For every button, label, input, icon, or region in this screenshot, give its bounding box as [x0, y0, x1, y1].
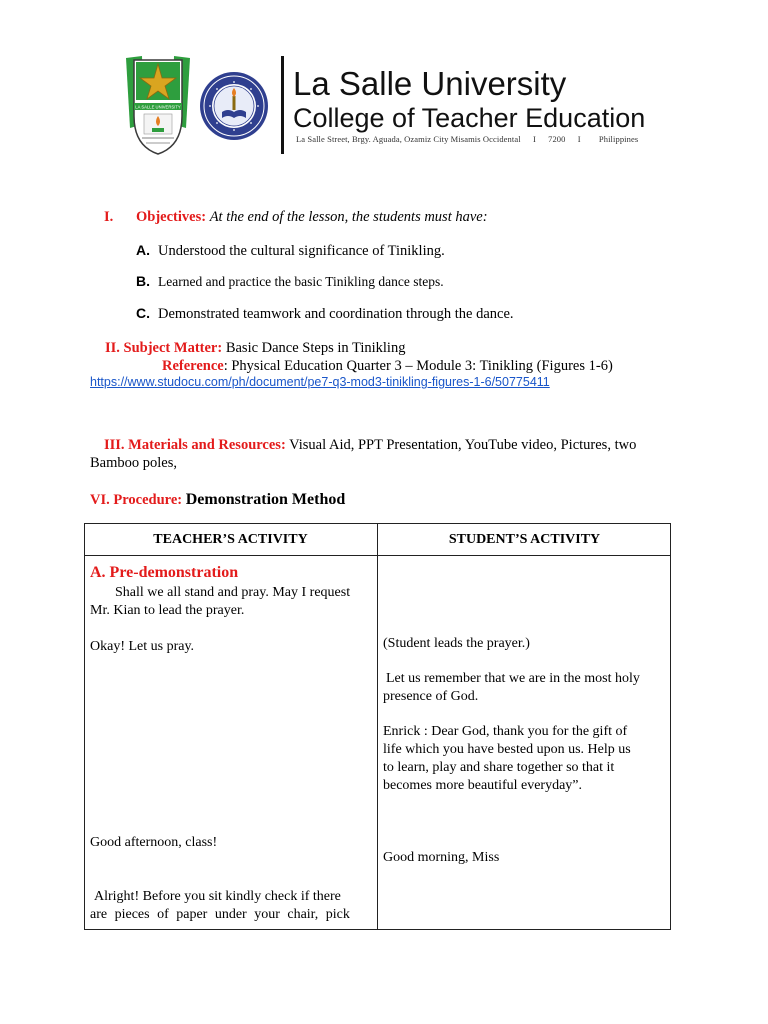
student-text: life which you have bested upon us. Help us	[383, 742, 631, 757]
objective-item	[136, 241, 445, 260]
procedure-label: VI. Procedure:	[90, 492, 183, 508]
address-line	[296, 134, 638, 144]
objective-text: Understood the cultural significance of Tinikling.	[158, 243, 445, 259]
materials-value: Visual Aid, PPT Presentation, YouTube video, Pictures, two	[289, 437, 637, 453]
student-text: (Student leads the prayer.)	[383, 636, 530, 651]
table-column-divider	[377, 523, 378, 930]
objectives-heading	[136, 208, 488, 226]
objectives-label: Objectives:	[136, 209, 207, 225]
address-separator: I	[532, 134, 536, 144]
materials-line	[104, 436, 636, 454]
table-header-divider	[84, 555, 671, 556]
college-name: College of Teacher Education	[293, 103, 646, 133]
teacher-text: Alright! Before you sit kindly check if there	[94, 889, 341, 904]
svg-text:LA SALLE UNIVERSITY: LA SALLE UNIVERSITY	[135, 104, 181, 110]
student-text: Let us remember that we are in the most holy	[386, 671, 640, 686]
procedure-value: Demonstration Method	[185, 491, 346, 508]
address-country: Philippines	[598, 134, 639, 144]
student-activity-header: STUDENT’S ACTIVITY	[448, 532, 601, 547]
student-text: to learn, play and share together so that it	[383, 760, 615, 775]
teacher-text: Shall we all stand and pray. May I request	[115, 585, 351, 600]
college-seal-logo	[198, 66, 270, 146]
materials-label: III. Materials and Resources:	[104, 437, 286, 453]
objectives-numeral: I.	[104, 209, 114, 225]
student-text: presence of God.	[383, 689, 479, 704]
objective-letter: C.	[136, 305, 150, 321]
teacher-text: Mr. Kian to lead the prayer.	[90, 603, 245, 618]
objective-item	[136, 272, 444, 291]
teacher-text: are pieces of paper under your chair, pick	[90, 907, 350, 922]
objective-item	[136, 304, 514, 323]
subject-matter-line	[105, 339, 405, 357]
reference-link[interactable]: https://www.studocu.com/ph/document/pe7-q3-mod3-tinikling-figures-1-6/50775411	[90, 375, 550, 389]
objective-text: Learned and practice the basic Tinikling dance steps.	[158, 274, 444, 289]
teacher-activity-header: TEACHER’S ACTIVITY	[153, 532, 308, 547]
subject-matter-label: II. Subject Matter:	[105, 340, 223, 356]
address-separator: I	[577, 134, 581, 144]
header-divider	[281, 56, 284, 154]
subject-matter-value: Basic Dance Steps in Tinikling	[225, 340, 406, 356]
student-text: Enrick : Dear God, thank you for the gift of	[383, 724, 628, 739]
objectives-intro: At the end of the lesson, the students must have:	[209, 209, 488, 225]
student-text: becomes more beautiful everyday”.	[383, 778, 583, 793]
reference-label: Reference	[162, 358, 224, 374]
student-text: Good morning, Miss	[383, 850, 500, 865]
teacher-text: Okay! Let us pray.	[90, 639, 195, 654]
address-street: La Salle Street, Brgy. Aguada, Ozamiz City Misamis Occidental	[296, 134, 521, 144]
university-name: La Salle University	[293, 65, 567, 102]
materials-line-continued: Bamboo poles,	[90, 455, 177, 471]
address-zip: 7200	[548, 134, 566, 144]
university-shield-logo	[124, 54, 192, 156]
objective-letter: A.	[136, 242, 150, 258]
teacher-text: Good afternoon, class!	[90, 835, 218, 850]
section-title: A. Pre-demonstration	[90, 564, 239, 581]
objective-text: Demonstrated teamwork and coordination through the dance.	[158, 306, 514, 322]
reference-line	[162, 357, 613, 375]
procedure-line	[90, 491, 345, 509]
reference-value: : Physical Education Quarter 3 – Module 3: Tinikling (Figures 1-6)	[223, 358, 613, 374]
objective-letter: B.	[136, 273, 150, 289]
